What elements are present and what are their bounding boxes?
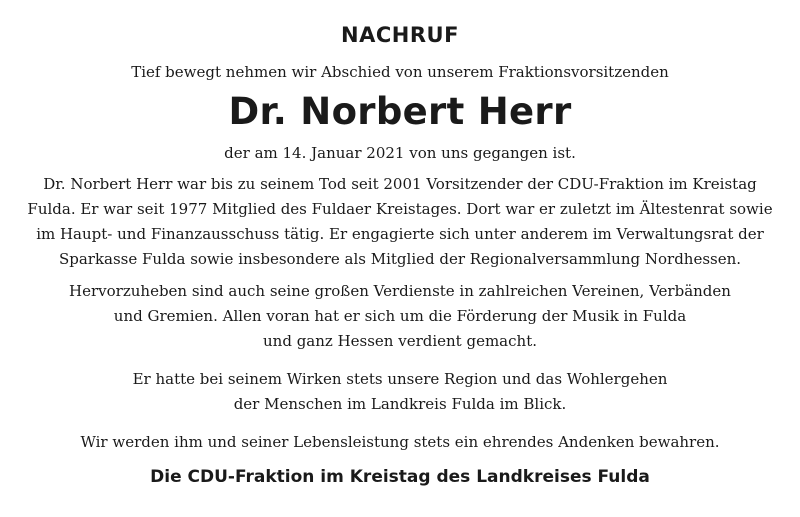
biography-paragraph	[0, 172, 800, 272]
paragraph-line: und ganz Hessen verdient gemacht.	[263, 332, 537, 350]
date-of-death-text: der am 14. Januar 2021 von uns gegangen ist.	[224, 144, 576, 162]
deceased-name: Dr. Norbert Herr	[228, 90, 572, 133]
paragraph-line: Er hatte bei seinem Wirken stets unsere Region und das Wohlergehen	[132, 370, 668, 388]
paragraph-line: Wir werden ihm und seiner Lebensleistung stets ein ehrendes Andenken bewahren.	[80, 433, 720, 451]
paragraph-line: Dr. Norbert Herr war bis zu seinem Tod seit 2001 Vorsitzender der CDU-Fraktion im Kreistag	[43, 175, 757, 193]
merits-paragraph	[0, 279, 800, 354]
paragraph-line: Sparkasse Fulda sowie insbesondere als Mitglied der Regionalversammlung Nordhessen.	[58, 250, 742, 268]
paragraph-line: der Menschen im Landkreis Fulda im Blick.	[233, 395, 567, 413]
paragraph-line: und Gremien. Allen voran hat er sich um die Förderung der Musik in Fulda	[113, 307, 687, 325]
paragraph-line: im Haupt- und Finanzausschuss tätig. Er engagierte sich unter anderem im Verwaltungsrat der	[36, 225, 764, 243]
notice-heading: NACHRUF	[341, 23, 459, 47]
intro-text: Tief bewegt nehmen wir Abschied von unserem Fraktionsvorsitzenden	[131, 63, 669, 81]
region-paragraph	[0, 367, 800, 417]
signature: Die CDU-Fraktion im Kreistag des Landkreises Fulda	[150, 467, 650, 487]
paragraph-line: Fulda. Er war seit 1977 Mitglied des Fuldaer Kreistages. Dort war er zuletzt im Ältestenrat sowie	[27, 200, 773, 218]
paragraph-line: Hervorzuheben sind auch seine großen Verdienste in zahlreichen Vereinen, Verbänden	[69, 282, 731, 300]
remembrance-paragraph	[0, 430, 800, 455]
